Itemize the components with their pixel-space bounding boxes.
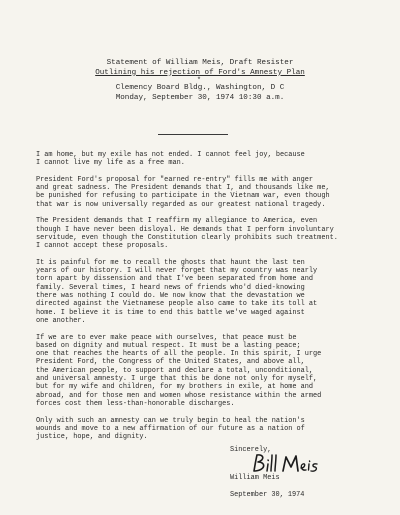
paragraph-line: and great sadness. The President demands that I, and thousands like me,	[36, 184, 330, 193]
signature-date: September 30, 1974	[230, 491, 305, 499]
paragraph-line: The President demands that I reaffirm my allegiance to America, even	[36, 217, 318, 226]
paragraph-line: servitude, even though the Constitution clearly prohibits such treatment.	[36, 233, 338, 242]
body-paragraph	[36, 334, 381, 409]
paragraph-line: directed against the Vietnamese people also came to take its toll at	[36, 300, 318, 309]
body-paragraph	[36, 176, 381, 209]
paragraph-line: forces cost them less-than-honorable discharges.	[36, 399, 235, 408]
asterisk-mark: *	[196, 77, 202, 86]
statement-subtitle: Outlining his rejection of Ford's Amnesty Plan	[95, 68, 305, 77]
paragraph-line: though I have never been disloyal. He demands that I perform involuntary	[36, 225, 334, 234]
paragraph-line: years of our history. I will never forget that my country was nearly	[36, 267, 318, 276]
paragraph-line: torn apart by dissension and that I've been separated from home and	[36, 275, 314, 284]
paragraph-line: President Ford's proposal for "earned re-entry" fills me with anger	[36, 175, 314, 184]
paragraph-line: wounds and move to a new affirmation of our future as a nation of	[36, 424, 305, 433]
paragraph-line: home. I believe it is time to end this battle we've waged against	[36, 308, 305, 317]
paragraph-line: be punished for refusing to participate in the Vietnam war, even though	[36, 192, 330, 201]
paragraph-line: the American people, to support and declare a total, unconditional,	[36, 366, 314, 375]
paragraph-line: one that reaches the hearts of all the people. In this spirit, I urge	[36, 350, 322, 359]
paragraph-line: I am home, but my exile has not ended. I cannot feel joy, because	[36, 151, 305, 159]
body-paragraph	[36, 417, 381, 442]
body-paragraph	[36, 217, 381, 250]
paragraph-line: family. Several times, I heard news of friends who'd died-knowing	[36, 283, 305, 292]
paragraph-line: I cannot accept these proposals.	[36, 242, 169, 251]
paragraph-line: If we are to ever make peace with ourselves, that peace must be	[36, 333, 297, 342]
paragraph-line: but for my wife and children, for my brothers in exile, at home and	[36, 383, 314, 392]
statement-title: Statement of William Meis, Draft Resister	[106, 59, 294, 67]
paragraph-line: one another.	[36, 316, 86, 325]
paragraph-line: Only with such an amnesty can we truly begin to heal the nation's	[36, 416, 305, 425]
paragraph-line: justice, hope, and dignity.	[36, 433, 148, 442]
paragraph-line: It is painful for me to recall the ghosts that haunt the last ten	[36, 258, 305, 267]
paragraph-line: I cannot live my life as a free man.	[36, 159, 185, 168]
paragraph-line: President Ford, the Congress of the United States, and above all,	[36, 358, 305, 367]
signer-name: William Meis	[230, 474, 280, 482]
paragraph-line: and universal amnesty. I urge that this be done not only for myself,	[36, 375, 318, 384]
paragraph-line: based on dignity and mutual respect. It must be a lasting peace;	[36, 341, 301, 350]
paragraph-line: there was nothing I could do. We now know that the devastation we	[36, 292, 305, 301]
paragraph-line: that war is now universally regarded as our greatest national tragedy.	[36, 200, 326, 209]
paragraph-line: abroad, and for those men and women whose resistance within the armed	[36, 391, 322, 400]
body-paragraph	[36, 259, 381, 325]
statement-body	[36, 151, 381, 450]
body-paragraph	[36, 151, 381, 168]
closing-salutation: Sincerely,	[230, 446, 272, 454]
statement-location: Clemency Board Bldg., Washington, D C	[115, 84, 285, 93]
statement-datetime: Monday, September 30, 1974 10:30 a.m.	[115, 93, 285, 102]
statement-header	[0, 59, 400, 103]
header-divider	[158, 134, 228, 135]
